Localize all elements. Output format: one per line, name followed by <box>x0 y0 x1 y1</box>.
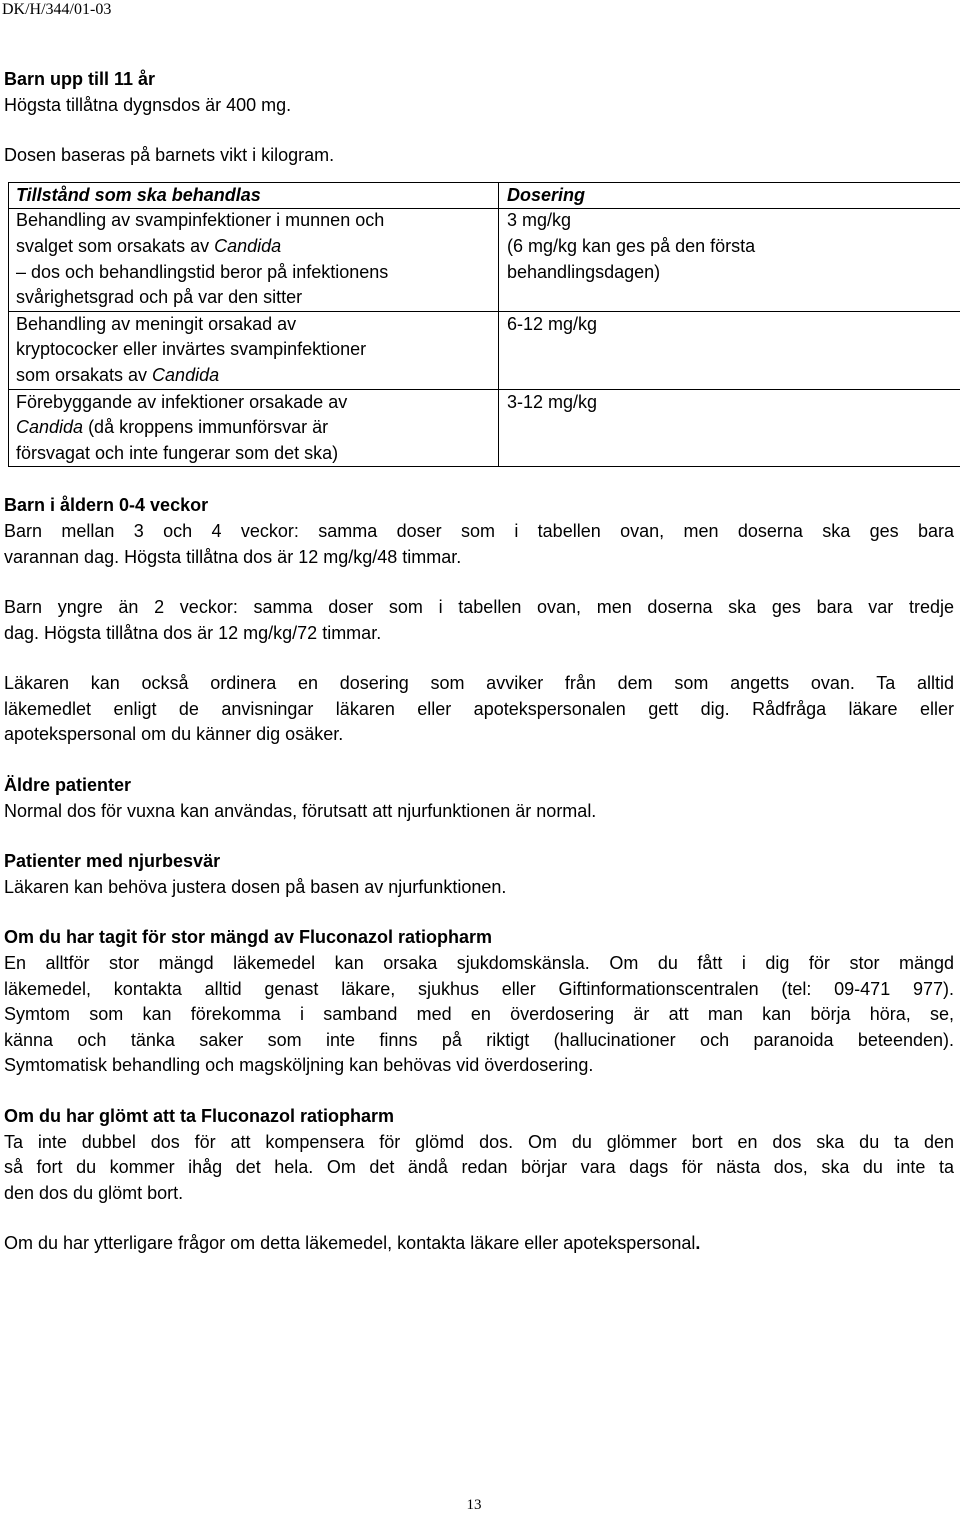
section-heading-elderly: Äldre patienter <box>4 775 132 796</box>
forgot-paragraph: Ta inte dubbel dos för att kompensera för glömd dos. Om du glömmer bort en dos ska du ta den så fort du kommer ihåg det hela. Om det ändå redan börjar vara dags för nästa dos, ska du inte ta den dos du glömt bort. <box>4 1131 954 1203</box>
page-content <box>4 67 954 1257</box>
condition-line: försvagat och inte fungerar som det ska) <box>16 442 339 463</box>
infants-paragraph-1: Barn mellan 3 och 4 veckor: samma doser som i tabellen ovan, men doserna ska ges bara varannan dag. Högsta tillåtna dos är 12 mg/kg/48 timmar. <box>4 520 954 567</box>
condition-line: som orsakats av Candida <box>16 364 220 385</box>
section-heading-overdose: Om du har tagit för stor mängd av Fluconazol ratiopharm <box>4 927 493 948</box>
condition-cell <box>9 311 499 389</box>
max-daily-dose-text: Högsta tillåtna dygnsdos är 400 mg. <box>4 94 292 115</box>
document-id: DK/H/344/01-03 <box>2 1 112 18</box>
infants-paragraph-2: Barn yngre än 2 veckor: samma doser som i tabellen ovan, men doserna ska ges bara var tredje dag. Högsta tillåtna dos är 12 mg/kg/72 timmar. <box>4 597 954 643</box>
questions-text: Om du har ytterligare frågor om detta läkemedel, kontakta läkare eller apotekspersonal. <box>4 1233 701 1254</box>
condition-line: – dos och behandlingstid beror på infektionens <box>16 261 389 282</box>
condition-line: Behandling av svampinfektioner i munnen och <box>16 210 385 231</box>
condition-line: Behandling av meningit orsakad av <box>16 313 297 334</box>
condition-cell <box>9 389 499 467</box>
overdose-paragraph: En alltför stor mängd läkemedel kan orsaka sjukdomskänsla. Om du fått i dig för stor mängd läkemedel, kontakta alltid genast läkare, sjukhus eller Giftinformationscentralen (tel: 09-471 977). Symtom som kan förekomma i samband med en överdosering är att man kan börja höra, se, känna och tänka saker som inte finns på riktigt (hallucinationer och paranoida beteenden). Symtomatisk behandling och magsköljning kan behövas vid överdosering. <box>4 953 954 1076</box>
condition-line: svalget som orsakats av Candida <box>16 235 282 256</box>
table-row <box>9 311 960 389</box>
dosage-line: 6-12 mg/kg <box>507 313 598 334</box>
table-header-condition: Tillstånd som ska behandlas <box>9 182 499 209</box>
table-header-dosage: Dosering <box>499 182 960 209</box>
dosage-line: 3 mg/kg <box>507 210 572 231</box>
dosage-line: (6 mg/kg kan ges på den första <box>507 235 756 256</box>
dosage-cell <box>499 311 960 389</box>
dosage-line: behandlingsdagen) <box>507 261 661 282</box>
table-header-row <box>9 182 960 209</box>
table-row <box>9 389 960 467</box>
dosage-cell <box>499 389 960 467</box>
condition-line: svårighetsgrad och på var den sitter <box>16 287 303 308</box>
dosage-table <box>8 182 960 210</box>
section-heading-children: Barn upp till 11 år <box>4 69 156 89</box>
condition-line: kryptococker eller invärtes svampinfektioner <box>16 339 367 360</box>
elderly-text: Normal dos för vuxna kan användas, förutsatt att njurfunktionen är normal. <box>4 800 597 821</box>
weight-based-dose-text: Dosen baseras på barnets vikt i kilogram. <box>4 145 335 166</box>
dosage-line: 3-12 mg/kg <box>507 391 598 412</box>
dosage-table-body <box>8 208 960 467</box>
section-heading-infants: Barn i åldern 0-4 veckor <box>4 495 209 516</box>
condition-line: Förebyggande av infektioner orsakade av <box>16 391 348 412</box>
table-row <box>9 208 960 311</box>
section-heading-forgot: Om du har glömt att ta Fluconazol ratiopharm <box>4 1106 395 1126</box>
kidney-text: Läkaren kan behöva justera dosen på basen av njurfunktionen. <box>4 876 507 897</box>
condition-cell <box>9 208 499 311</box>
condition-line: Candida (då kroppens immunförsvar är <box>16 417 329 438</box>
doctor-advice-paragraph: Läkaren kan också ordinera en dosering som avviker från dem som angetts ovan. Ta alltid läkemedlet enligt de anvisningar läkaren eller apotekspersonalen gett dig. Rådfråga läkare eller apotekspersonal om du känner dig osäker. <box>4 673 954 745</box>
section-heading-kidney: Patienter med njurbesvär <box>4 851 221 872</box>
dosage-cell <box>499 208 960 311</box>
page-number: 13 <box>466 1497 482 1513</box>
